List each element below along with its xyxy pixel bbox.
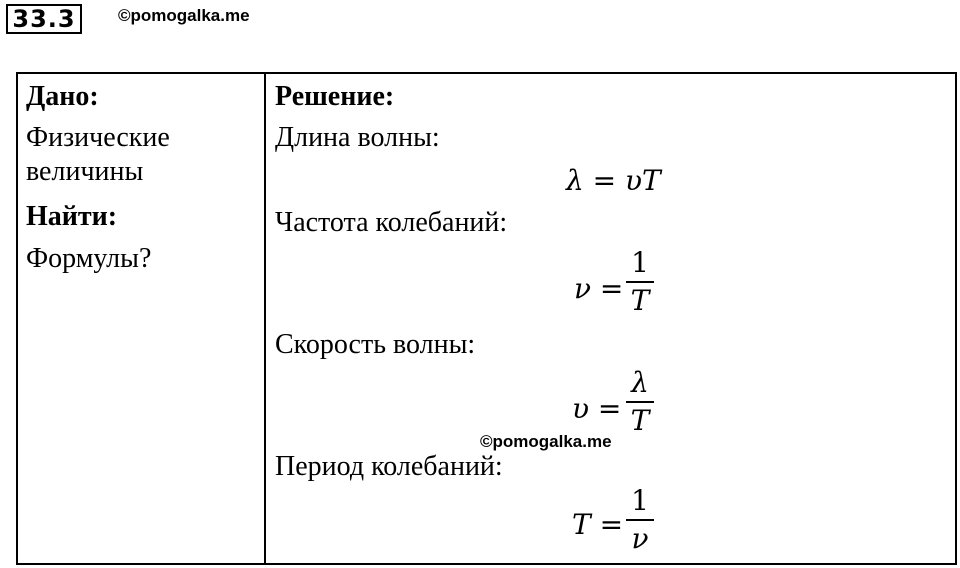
- wavelength-label: Длина волны:: [275, 122, 440, 153]
- solution-table: [16, 72, 957, 565]
- period-numerator: 1: [631, 484, 649, 517]
- period-label: Период колебаний:: [275, 451, 503, 482]
- wave-speed-label: Скорость волны:: [275, 329, 476, 360]
- given-line-1: Физические: [26, 122, 170, 153]
- period-fraction: [626, 484, 654, 556]
- period-denominator: ν: [631, 522, 649, 555]
- wave-speed-fraction-bar: [626, 401, 654, 403]
- wave-speed-denominator: T: [630, 404, 650, 437]
- period-lhs: T =: [572, 508, 624, 541]
- frequency-fraction-bar: [626, 281, 654, 283]
- frequency-lhs: ν =: [574, 272, 624, 305]
- column-divider: [264, 74, 266, 563]
- frequency-denominator: T: [630, 284, 650, 317]
- wave-speed-numerator: λ: [631, 366, 649, 399]
- wave-speed-fraction: [626, 366, 654, 438]
- period-fraction-bar: [626, 519, 654, 521]
- wavelength-formula: λ = υT: [566, 164, 661, 197]
- find-title: Найти:: [26, 201, 118, 232]
- problem-number: 33.3: [6, 4, 82, 34]
- watermark-middle: ©pomogalka.me: [480, 432, 612, 451]
- watermark-top: ©pomogalka.me: [118, 6, 250, 25]
- wave-speed-lhs: υ =: [572, 392, 622, 425]
- solution-title: Решение:: [275, 81, 395, 112]
- given-title: Дано:: [26, 81, 99, 112]
- frequency-numerator: 1: [631, 246, 649, 279]
- given-line-2: величины: [26, 156, 144, 187]
- find-value: Формулы?: [26, 243, 152, 274]
- frequency-label: Частота колебаний:: [275, 207, 508, 238]
- frequency-fraction: [626, 246, 654, 318]
